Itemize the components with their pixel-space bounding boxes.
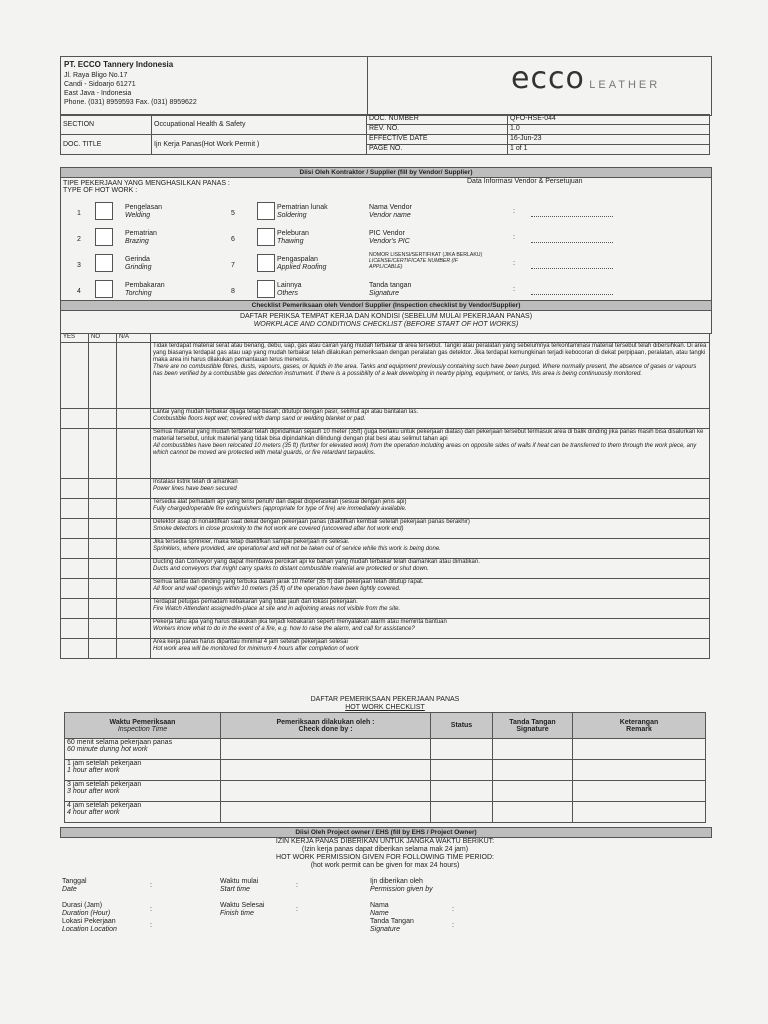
hotwork-row-2-label-en: 1 hour after work — [67, 767, 120, 774]
checklist-item-8 — [61, 559, 710, 579]
type-3-checkbox[interactable] — [95, 254, 113, 272]
hotwork-row-1 — [65, 739, 706, 760]
item-4-text: Instalasi listrik telah di amankan — [153, 479, 238, 485]
signature-label: Tanda tangan — [369, 282, 412, 289]
item-4-yes[interactable] — [61, 479, 89, 499]
permission-line-2: (Izin kerja panas dapat diberikan selama mak 24 jam) — [301, 846, 469, 853]
hotwork-row-3-label: 3 jam setelah pekerjaan — [67, 781, 142, 788]
col-inspection-time-en: Inspection Time — [117, 725, 168, 733]
hotwork-row-1-label: 60 menit selama pekerjaan panas — [67, 739, 173, 746]
checklist-item-6 — [61, 519, 710, 539]
col-check-done-by: Pemeriksaan dilakukan oleh : — [276, 718, 375, 726]
item-3-no[interactable] — [89, 429, 117, 479]
col-inspection-time: Waktu Pemeriksaan — [109, 718, 176, 726]
item-10-na[interactable] — [117, 599, 151, 619]
item-8-no[interactable] — [89, 559, 117, 579]
type-6-num: 6 — [231, 236, 235, 243]
hotwork-row-1-status[interactable] — [431, 739, 493, 760]
checklist-item-10 — [61, 599, 710, 619]
hotwork-title-id: DAFTAR PEMERIKSAAN PEKERJAAN PANAS — [310, 696, 460, 703]
hotwork-row-3-status[interactable] — [431, 781, 493, 802]
item-12-na[interactable] — [117, 639, 151, 659]
type-7-label: Pengaspalan — [277, 256, 318, 263]
permission-given-label: Ijn diberikan oleh — [370, 878, 423, 885]
license-field[interactable] — [531, 262, 613, 269]
item-2-yes[interactable] — [61, 409, 89, 429]
type-5-label-en: Soldering — [277, 212, 307, 219]
date-colon: : — [150, 882, 152, 889]
license-label: NOMOR LISENSI/SERTIFIKAT (JIKA BERLAKU) — [369, 252, 483, 258]
vendor-pic-field[interactable] — [531, 236, 613, 243]
checklist-item-12 — [61, 639, 710, 659]
col-remark-en: Remark — [626, 725, 652, 733]
hotwork-title — [60, 696, 710, 712]
finish-time-colon: : — [296, 906, 298, 913]
type-8-label: Lainnya — [277, 282, 302, 289]
col-check-done-by-en: Check done by : — [298, 725, 353, 733]
type-4-label: Pembakaran — [125, 282, 165, 289]
checklist-item-7 — [61, 539, 710, 559]
item-9-yes[interactable] — [61, 579, 89, 599]
item-6-yes[interactable] — [61, 519, 89, 539]
item-9-text-en: All floor and wall openings within 10 meters (35 ft) of the operation have been tightly covered. — [153, 586, 401, 592]
item-9-na[interactable] — [117, 579, 151, 599]
item-10-no[interactable] — [89, 599, 117, 619]
vendor-pic-label-en: Vendor's PIC — [369, 238, 410, 245]
duration-label: Durasi (Jam) — [62, 902, 103, 909]
hotwork-row-3-signature[interactable] — [493, 781, 573, 802]
item-7-text: Jika tersedia sprinkler, maka tetap diaktifkan sampai pekerjaan ini selesai. — [153, 539, 350, 545]
type-8-num: 8 — [231, 288, 235, 295]
logo-sub: LEATHER — [589, 79, 661, 91]
ecco-logo — [511, 61, 660, 96]
vendor-section: TIPE PEKERJAAN YANG MENGHASILKAN PANAS : TYPE OF HOT WORK : Data Informasi Vendor & Persetujuan 1 Pengelasan Welding 2 Pematrian Brazing 3 Gerinda Grinding 4 Pembakaran Torching 5 Pematrian lunak Soldering 6 Peleburan Thawing 7 Pengaspalan Applied Roofing 8 Lainnya Others Nama Vendor Vendor name : PIC Vendor Vendor's PIC : NOMOR LISENSI/SERTIFIKAT (JIKA BERLAKU) LICENSE/CERTIFICATE NUMBER (IF APPLICABLE) : Tanda tangan Signature : — [60, 178, 712, 301]
checklist-title-id: DAFTAR PERIKSA TEMPAT KERJA DAN KONDISI (SEBELUM MULAI PEKERJAAN PANAS) — [239, 313, 533, 320]
type-1-num: 1 — [77, 210, 81, 217]
hot-work-type-title: TIPE PEKERJAAN YANG MENGHASILKAN PANAS : — [63, 180, 230, 187]
name-label: Nama — [370, 902, 389, 909]
company-address-1: Jl. Raya Bligo No.17 — [64, 72, 128, 79]
item-6-text: Detektor asap di nonaktifkan saat dekat dengan pekerjaan panas (diaktifkan kembali setelah pekerjaan panas berakhir) — [153, 519, 470, 525]
permission-line-4: (hot work permit can be given for max 24 hours) — [310, 862, 460, 869]
item-3-text: Semua material yang mudah terbakar telah dipindahkan sejauh 10 meter (35ft) (juga berlaku untuk pekerjaan diatas) dari pekerjaan tersebut termasuk area di balik dinding jika panas masih bisa disalurkan ke material tersebut, untuk material yang tidak bisa dipindahkan dilindungi dengan plat besi atau selimut tahan api — [153, 429, 704, 442]
hotwork-row-3 — [65, 781, 706, 802]
hotwork-title-en: HOT WORK CHECKLIST — [345, 704, 425, 711]
page-no-label: PAGE NO. — [367, 145, 508, 155]
checklist-item-3 — [61, 429, 710, 479]
finish-time-label-en: Finish time — [220, 910, 254, 917]
type-1-label: Pengelasan — [125, 204, 162, 211]
hotwork-row-3-remark[interactable] — [573, 781, 706, 802]
item-3-yes[interactable] — [61, 429, 89, 479]
item-8-text: Ducting dan Conveyor yang dapat membawa percikan api ke bahan yang mudah terbakar telah diamankan atau dimatikan. — [153, 559, 480, 565]
col-yes: YES — [61, 334, 89, 343]
item-3-text-en: All combustibles have been relocated 10 meters (35 ft) (further for elevated work) from the operation including areas on opposite sides of walls if heat can be transferred to them through the work piece, any which cannot be moved are protected with metal guards, or fire retardant tarpaulins. — [153, 443, 697, 456]
signature-label-2: Tanda Tangan — [370, 918, 414, 925]
item-5-no[interactable] — [89, 499, 117, 519]
hotwork-row-4-label: 4 jam setelah pekerjaan — [67, 802, 142, 809]
permission-line-3: HOT WORK PERMISSION GIVEN FOR FOLLOWING TIME PERIOD: — [276, 854, 494, 861]
hotwork-row-1-signature[interactable] — [493, 739, 573, 760]
item-10-text-en: Fire Watch Attendant assigned/in-place at site and in adjoining areas not visible from the site. — [153, 606, 401, 612]
type-5-label: Pematrian lunak — [277, 204, 328, 211]
hotwork-row-1-label-en: 60 minute during hot work — [67, 746, 148, 753]
hotwork-row-2-status[interactable] — [431, 760, 493, 781]
permission-section — [60, 838, 710, 978]
location-colon: : — [150, 922, 152, 929]
signature-colon: : — [452, 922, 454, 929]
col-signature: Tanda Tangan — [509, 718, 556, 726]
type-6-label-en: Thawing — [277, 238, 304, 245]
type-4-num: 4 — [77, 288, 81, 295]
item-2-no[interactable] — [89, 409, 117, 429]
item-5-na[interactable] — [117, 499, 151, 519]
rev-value: 1.0 — [508, 125, 710, 135]
vendor-signature-field[interactable] — [531, 288, 613, 295]
checklist-item-11 — [61, 619, 710, 639]
hotwork-row-1-checker[interactable] — [221, 739, 431, 760]
item-4-text-en: Power lines have been secured — [153, 486, 237, 492]
item-5-yes[interactable] — [61, 499, 89, 519]
vendor-name-label: Nama Vendor — [369, 204, 412, 211]
item-12-yes[interactable] — [61, 639, 89, 659]
rev-label: REV. NO. — [367, 125, 508, 135]
signature-label-2-en: Signature — [370, 926, 400, 933]
type-7-num: 7 — [231, 262, 235, 269]
type-2-num: 2 — [77, 236, 81, 243]
page-no-value: 1 of 1 — [508, 145, 710, 155]
hotwork-row-4-label-en: 4 hour after work — [67, 809, 120, 816]
company-address-2: Candi - Sidoarjo 61271 — [64, 81, 136, 88]
finish-time-label: Waktu Selesai — [220, 902, 265, 909]
item-7-no[interactable] — [89, 539, 117, 559]
start-time-colon: : — [296, 882, 298, 889]
hotwork-row-4-checker[interactable] — [221, 802, 431, 823]
hotwork-row-4-status[interactable] — [431, 802, 493, 823]
type-1-checkbox[interactable] — [95, 202, 113, 220]
date-label: Tanggal — [62, 878, 87, 885]
type-4-checkbox[interactable] — [95, 280, 113, 298]
type-5-checkbox[interactable] — [257, 202, 275, 220]
location-label: Lokasi Pekerjaan — [62, 918, 116, 925]
vendor-banner: Diisi Oleh Kontraktor / Supplier (fill by Vendor/ Supplier) — [60, 167, 712, 178]
checklist-title — [60, 311, 712, 334]
item-1-no[interactable] — [89, 343, 117, 409]
type-3-label: Gerinda — [125, 256, 150, 263]
col-remark: Keterangan — [619, 718, 659, 726]
hotwork-row-3-label-en: 3 hour after work — [67, 788, 120, 795]
effective-date-label: EFFECTIVE DATE — [367, 135, 508, 145]
item-4-na[interactable] — [117, 479, 151, 499]
item-8-yes[interactable] — [61, 559, 89, 579]
doc-title-label: DOC. TITLE — [61, 135, 152, 155]
type-7-checkbox[interactable] — [257, 254, 275, 272]
type-8-label-en: Others — [277, 290, 299, 297]
date-label-en: Date — [62, 886, 77, 893]
duration-label-en: Duration (Hour) — [62, 910, 111, 917]
item-11-text: Pekerja tahu apa yang harus dilakukan jika terjadi kebakaran seperti menyalakan alarm atau meminta bantuan — [153, 619, 447, 625]
section-label: SECTION — [61, 115, 152, 135]
item-1-text: Tidak terdapat material serat atau benang, debu, uap, gas atau cairan yang mudah terbakar di area tersebut. Tangki atau peralatan yang sebelumnya terkontaminasi material tersebut telah dibersihkan. Di area yang biasanya terdapat gas atau uap yang mudah terbakar telah dilakukan pemeriksaan dengan peralatan gas detektor. Jika terdapat kemungkinan terjadi kebocoran di dekat perpipaan, peralatan, atau tangki maka area ini harus dilakukan pemantauan terus menerus. — [153, 343, 707, 363]
hotwork-row-2-label: 1 jam setelah pekerjaan — [67, 760, 142, 767]
item-11-na[interactable] — [117, 619, 151, 639]
hotwork-row-2-remark[interactable] — [573, 760, 706, 781]
permission-line-1: IZIN KERJA PANAS DIBERIKAN UNTUK JANGKA WAKTU BERIKUT: — [275, 838, 495, 845]
hotwork-row-3-checker[interactable] — [221, 781, 431, 802]
hot-work-type-title-en: TYPE OF HOT WORK : — [63, 187, 138, 194]
item-9-no[interactable] — [89, 579, 117, 599]
item-12-no[interactable] — [89, 639, 117, 659]
item-5-text-en: Fully charged/operable fire extinguishers (appropriate for type of fire) are immediately available. — [153, 506, 407, 512]
item-1-text-en: There are no combustible fibres, dusts, vapours, gases, or liquids in the area. Tanks and equipment previously containing such have been purged. Where normally present, the absence of gases or vapours has been verified by a combustible gas detection instrument. If there is a possibility of a leak developing in nearby piping, equipment, or tanks, this area is being continuously monitored. — [153, 364, 697, 377]
hotwork-row-1-remark[interactable] — [573, 739, 706, 760]
type-7-label-en: Applied Roofing — [277, 264, 327, 271]
start-time-label: Waktu mulai — [220, 878, 259, 885]
col-signature-en: Signature — [516, 725, 549, 733]
section-value: Occupational Health & Safety — [152, 115, 367, 135]
checklist-item-5 — [61, 499, 710, 519]
doc-number-value: QFO-HSE-044 — [508, 115, 710, 125]
type-4-label-en: Torching — [125, 290, 152, 297]
col-na: N/A — [117, 334, 151, 343]
item-8-na[interactable] — [117, 559, 151, 579]
vendor-name-label-en: Vendor name — [369, 212, 411, 219]
permission-banner: Diisi Oleh Project owner / EHS (fill by EHS / Project Owner) — [60, 827, 712, 838]
item-11-text-en: Workers know what to do in the event of a fire, e.g. how to raise the alarm, and call for assistance? — [153, 626, 415, 632]
item-10-text: Terdapat petugas pemadam kebakaran yang tidak jauh dari lokasi pekerjaan. — [153, 599, 358, 605]
item-12-text: Area kerja panas harus dipantau minimal 4 jam setelah pekerjaan selesai — [153, 639, 348, 645]
checklist-banner: Checklist Pemeriksaan oleh Vendor/ Supplier (Inspection checklist by Vendor/Supplier) — [60, 300, 712, 311]
item-4-no[interactable] — [89, 479, 117, 499]
item-11-yes[interactable] — [61, 619, 89, 639]
item-2-text: Lantai yang mudah terbakar dijaga tetap basah; ditutupi dengan pasir, selimut api atau bantalan las. — [153, 409, 419, 415]
hotwork-row-4 — [65, 802, 706, 823]
item-5-text: Tersedia alat pemadam api yang terisi penuh/ dan dapat dioperasikan (sesuai dengan jenis api) — [153, 499, 407, 505]
col-status: Status — [431, 713, 493, 739]
effective-date-value: 16-Jun-23 — [508, 135, 710, 145]
item-7-na[interactable] — [117, 539, 151, 559]
hotwork-row-4-remark[interactable] — [573, 802, 706, 823]
col-no: NO — [89, 334, 117, 343]
checklist-title-en: WORKPLACE AND CONDITIONS CHECKLIST (BEFORE START OF HOT WORKS) — [253, 321, 519, 328]
item-7-text-en: Sprinklers, where provided, are operational and will not be taken out of service while this work is being done. — [153, 546, 441, 552]
type-3-label-en: Grinding — [125, 264, 152, 271]
company-header — [60, 56, 712, 116]
signature-label-en: Signature — [369, 290, 399, 297]
license-label-en: LICENSE/CERTIFICATE NUMBER (IF APPLICABLE) — [369, 258, 458, 270]
item-2-text-en: Combustible floors kept wet; covered with damp sand or welding blanket or pad. — [153, 416, 366, 422]
item-1-yes[interactable] — [61, 343, 89, 409]
item-6-text-en: Smoke detectors in close proximity to the hot work are covered (uncovered after hot work end) — [153, 526, 404, 532]
name-label-en: Name — [370, 910, 389, 917]
type-6-checkbox[interactable] — [257, 228, 275, 246]
hotwork-row-2 — [65, 760, 706, 781]
checklist-table — [60, 333, 710, 659]
item-2-na[interactable] — [117, 409, 151, 429]
item-6-na[interactable] — [117, 519, 151, 539]
item-8-text-en: Ducts and conveyors that might carry sparks to distant combustible material are protected or shut down. — [153, 566, 429, 572]
hotwork-row-4-signature[interactable] — [493, 802, 573, 823]
item-6-no[interactable] — [89, 519, 117, 539]
item-9-text: Semua lantai dan dinding yang terbuka dalam jarak 10 meter (35 ft) dari pekerjaan telah ditutup rapat. — [153, 579, 424, 585]
item-7-yes[interactable] — [61, 539, 89, 559]
company-address-3: East Java - Indonesia — [64, 90, 132, 97]
checklist-item-9 — [61, 579, 710, 599]
item-12-text-en: Hot work area will be monitored for minimum 4 hours after completion of work — [153, 646, 359, 652]
company-phone: Phone. (031) 8959593 Fax. (031) 8959622 — [64, 99, 197, 106]
type-2-label-en: Brazing — [125, 238, 149, 245]
type-8-checkbox[interactable] — [257, 280, 275, 298]
name-colon: : — [452, 906, 454, 913]
item-1-na[interactable] — [117, 343, 151, 409]
type-1-label-en: Welding — [125, 212, 151, 219]
item-11-no[interactable] — [89, 619, 117, 639]
doc-title-value: Ijn Kerja Panas(Hot Work Permit ) — [152, 135, 367, 155]
hotwork-row-2-signature[interactable] — [493, 760, 573, 781]
vendor-pic-label: PIC Vendor — [369, 230, 405, 237]
hotwork-row-2-checker[interactable] — [221, 760, 431, 781]
type-6-label: Peleburan — [277, 230, 309, 237]
vendor-name-field[interactable] — [531, 210, 613, 217]
doc-number-label: DOC. NUMBER — [367, 115, 508, 125]
type-2-checkbox[interactable] — [95, 228, 113, 246]
permission-given-label-en: Permission given by — [370, 886, 433, 893]
checklist-item-2 — [61, 409, 710, 429]
vendor-info-title: Data Informasi Vendor & Persetujuan — [467, 178, 583, 185]
type-2-label: Pematrian — [125, 230, 157, 237]
document-info-table — [60, 114, 710, 155]
start-time-label-en: Start time — [220, 886, 250, 893]
item-10-yes[interactable] — [61, 599, 89, 619]
logo-text: ecco — [511, 61, 585, 96]
location-label-en: Location Location — [62, 926, 117, 933]
company-name: PT. ECCO Tannery Indonesia — [64, 60, 174, 69]
hotwork-table — [64, 712, 706, 823]
item-3-na[interactable] — [117, 429, 151, 479]
checklist-item-1 — [61, 343, 710, 409]
checklist-item-4 — [61, 479, 710, 499]
type-5-num: 5 — [231, 210, 235, 217]
duration-colon: : — [150, 906, 152, 913]
type-3-num: 3 — [77, 262, 81, 269]
